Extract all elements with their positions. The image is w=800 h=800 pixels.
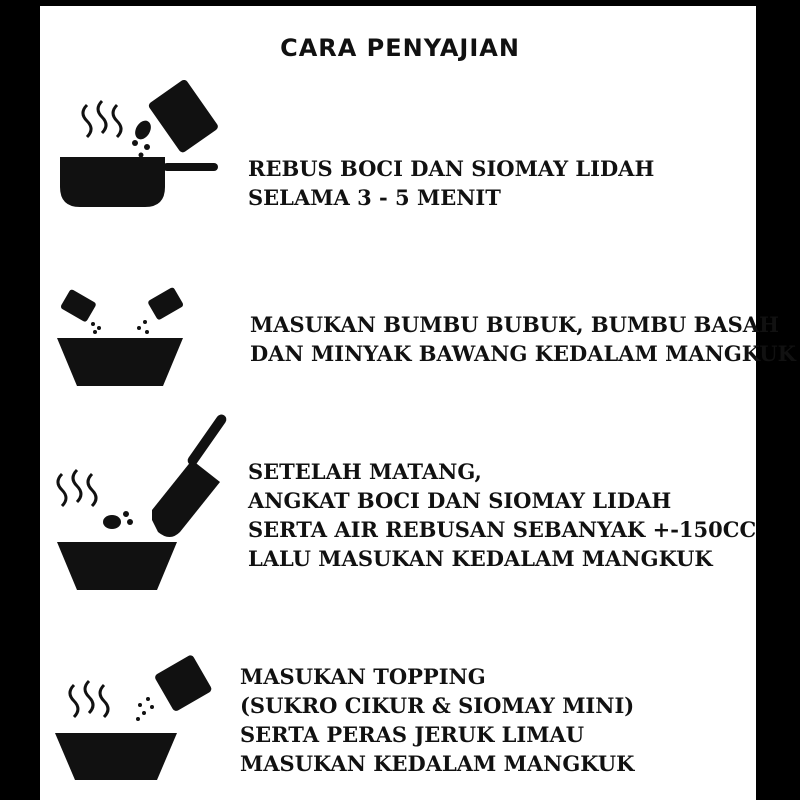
step-3-line: SETELAH MATANG, [248, 459, 482, 484]
step-1-line: SELAMA 3 - 5 MENIT [248, 185, 501, 210]
step-2-line: DAN MINYAK BAWANG KEDALAM MANGKUK [250, 341, 796, 366]
step-4-text [240, 662, 634, 778]
pan-shaker-icon [55, 75, 225, 215]
step-3-text [248, 457, 756, 573]
bowl-shaker-icon [52, 655, 222, 785]
step-2-line: MASUKAN BUMBU BUBUK, BUMBU BASAH [250, 312, 779, 337]
bowl-two-shakers-icon [55, 288, 195, 393]
step-3-line: SERTA AIR REBUSAN SEBANYAK +-150CC [248, 517, 757, 542]
bowl-ladle-icon [52, 410, 237, 595]
page-title: CARA PENYAJIAN [280, 34, 520, 62]
step-3-line: LALU MASUKAN KEDALAM MANGKUK [248, 546, 713, 571]
step-4-line: MASUKAN KEDALAM MANGKUK [240, 751, 635, 776]
step-4-line: MASUKAN TOPPING [240, 664, 486, 689]
step-1-line: REBUS BOCI DAN SIOMAY LIDAH [248, 156, 655, 181]
step-4-line: (SUKRO CIKUR & SIOMAY MINI) [240, 693, 635, 718]
step-2-text [250, 310, 796, 368]
step-1-text [248, 154, 654, 212]
step-3-line: ANGKAT BOCI DAN SIOMAY LIDAH [248, 488, 672, 513]
step-4-line: SERTA PERAS JERUK LIMAU [240, 722, 585, 747]
